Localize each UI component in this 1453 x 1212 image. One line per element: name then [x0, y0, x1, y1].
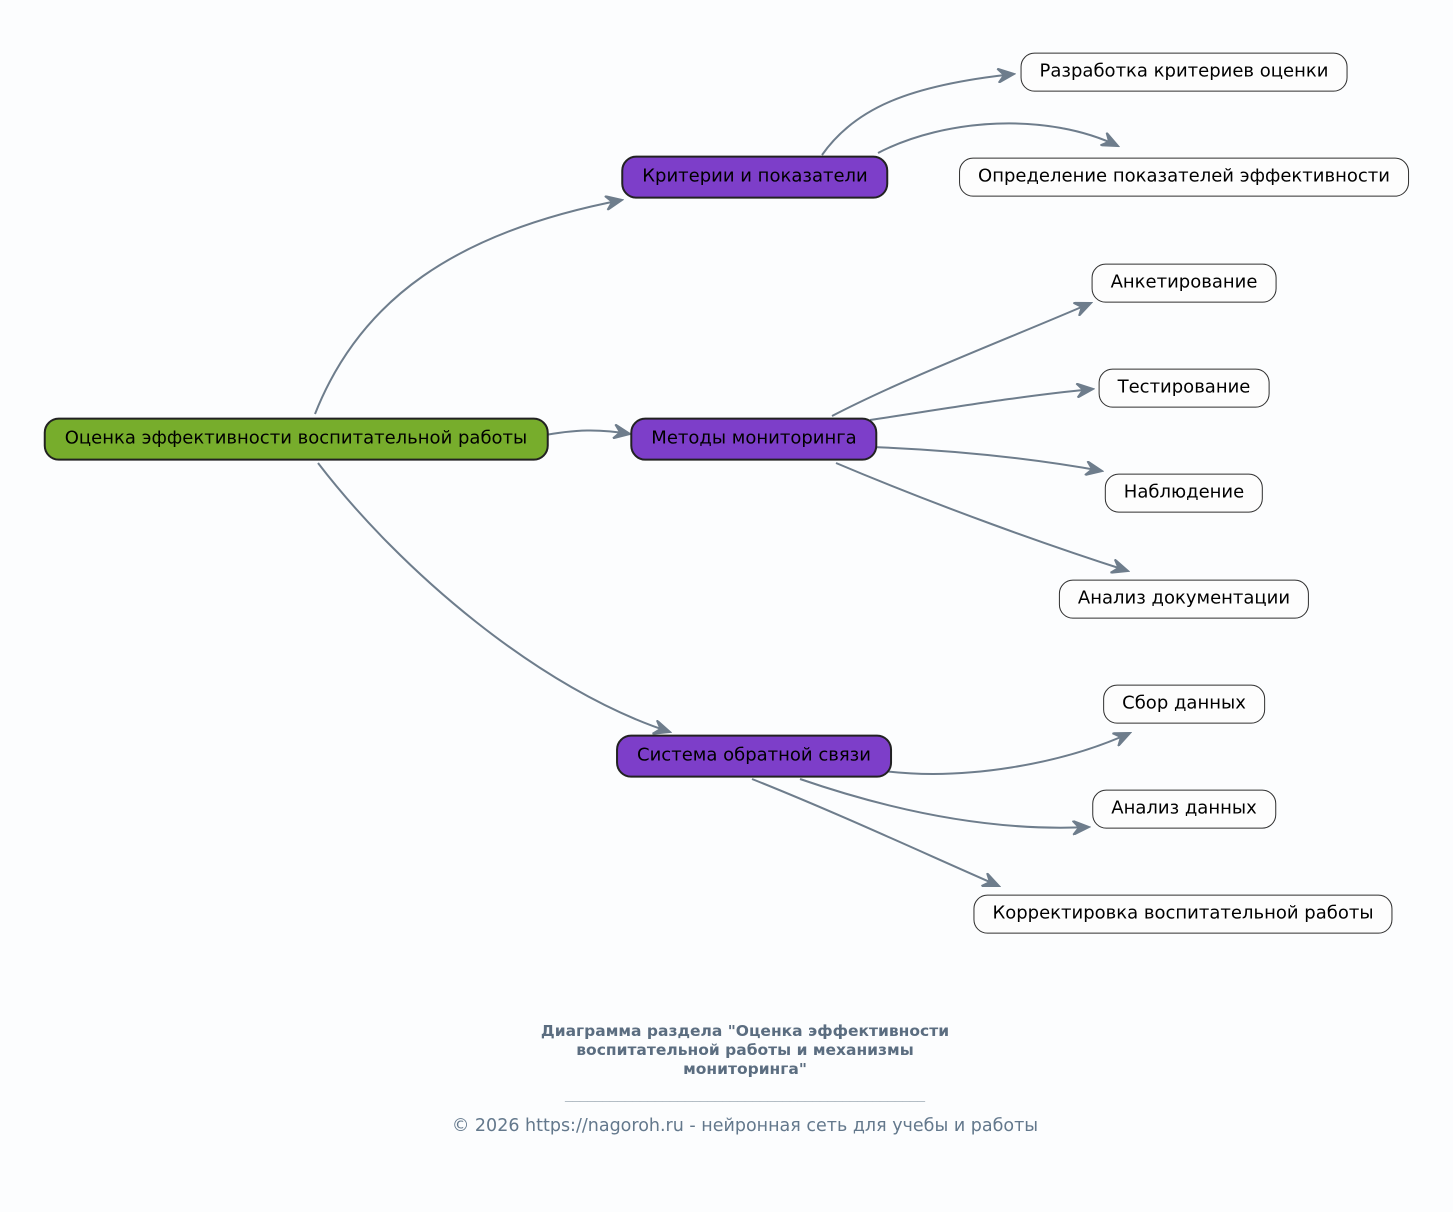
node-criteria: Критерии и показатели [621, 156, 888, 199]
footer-divider: ________________________________________________ [565, 1086, 925, 1102]
node-testing: Тестирование [1099, 369, 1270, 408]
edge-root-feedback [318, 463, 670, 732]
node-data-analysis: Анализ данных [1092, 790, 1276, 829]
node-criteria-dev: Разработка критериев оценки [1021, 53, 1348, 92]
node-doc-analysis: Анализ документации [1059, 580, 1309, 619]
diagram-caption [395, 1022, 1095, 1079]
edge-feedback-analysis [800, 779, 1089, 828]
caption-line-3: мониторинга" [683, 1059, 807, 1078]
caption-line-1: Диаграмма раздела "Оценка эффективности [540, 1022, 950, 1040]
edge-methods-doc-analysis [836, 463, 1128, 571]
node-data-collection: Сбор данных [1103, 685, 1265, 724]
node-root: Оценка эффективности воспитательной работы [44, 418, 549, 461]
edge-criteria-indicators [878, 123, 1118, 153]
node-feedback: Система обратной связи [616, 735, 892, 778]
node-indicators: Определение показателей эффективности [959, 158, 1409, 197]
edge-methods-testing [870, 389, 1093, 420]
diagram-footer [395, 1022, 1095, 1136]
edge-criteria-dev [822, 74, 1014, 155]
node-methods: Методы мониторинга [630, 418, 877, 461]
edge-feedback-correction [752, 779, 999, 886]
copyright-text: © 2026 https://nagoroh.ru - нейронная сеть для учебы и работы [451, 1115, 1039, 1136]
edge-root-criteria [315, 200, 622, 414]
node-survey: Анкетирование [1092, 264, 1277, 303]
edge-root-methods [540, 430, 630, 436]
node-observation: Наблюдение [1105, 474, 1263, 513]
edge-feedback-collection [884, 733, 1130, 774]
edge-methods-survey [832, 303, 1091, 416]
caption-line-2: воспитательной работы и механизмы [576, 1040, 914, 1059]
edge-methods-observation [872, 447, 1102, 471]
node-correction: Корректировка воспитательной работы [973, 895, 1392, 934]
